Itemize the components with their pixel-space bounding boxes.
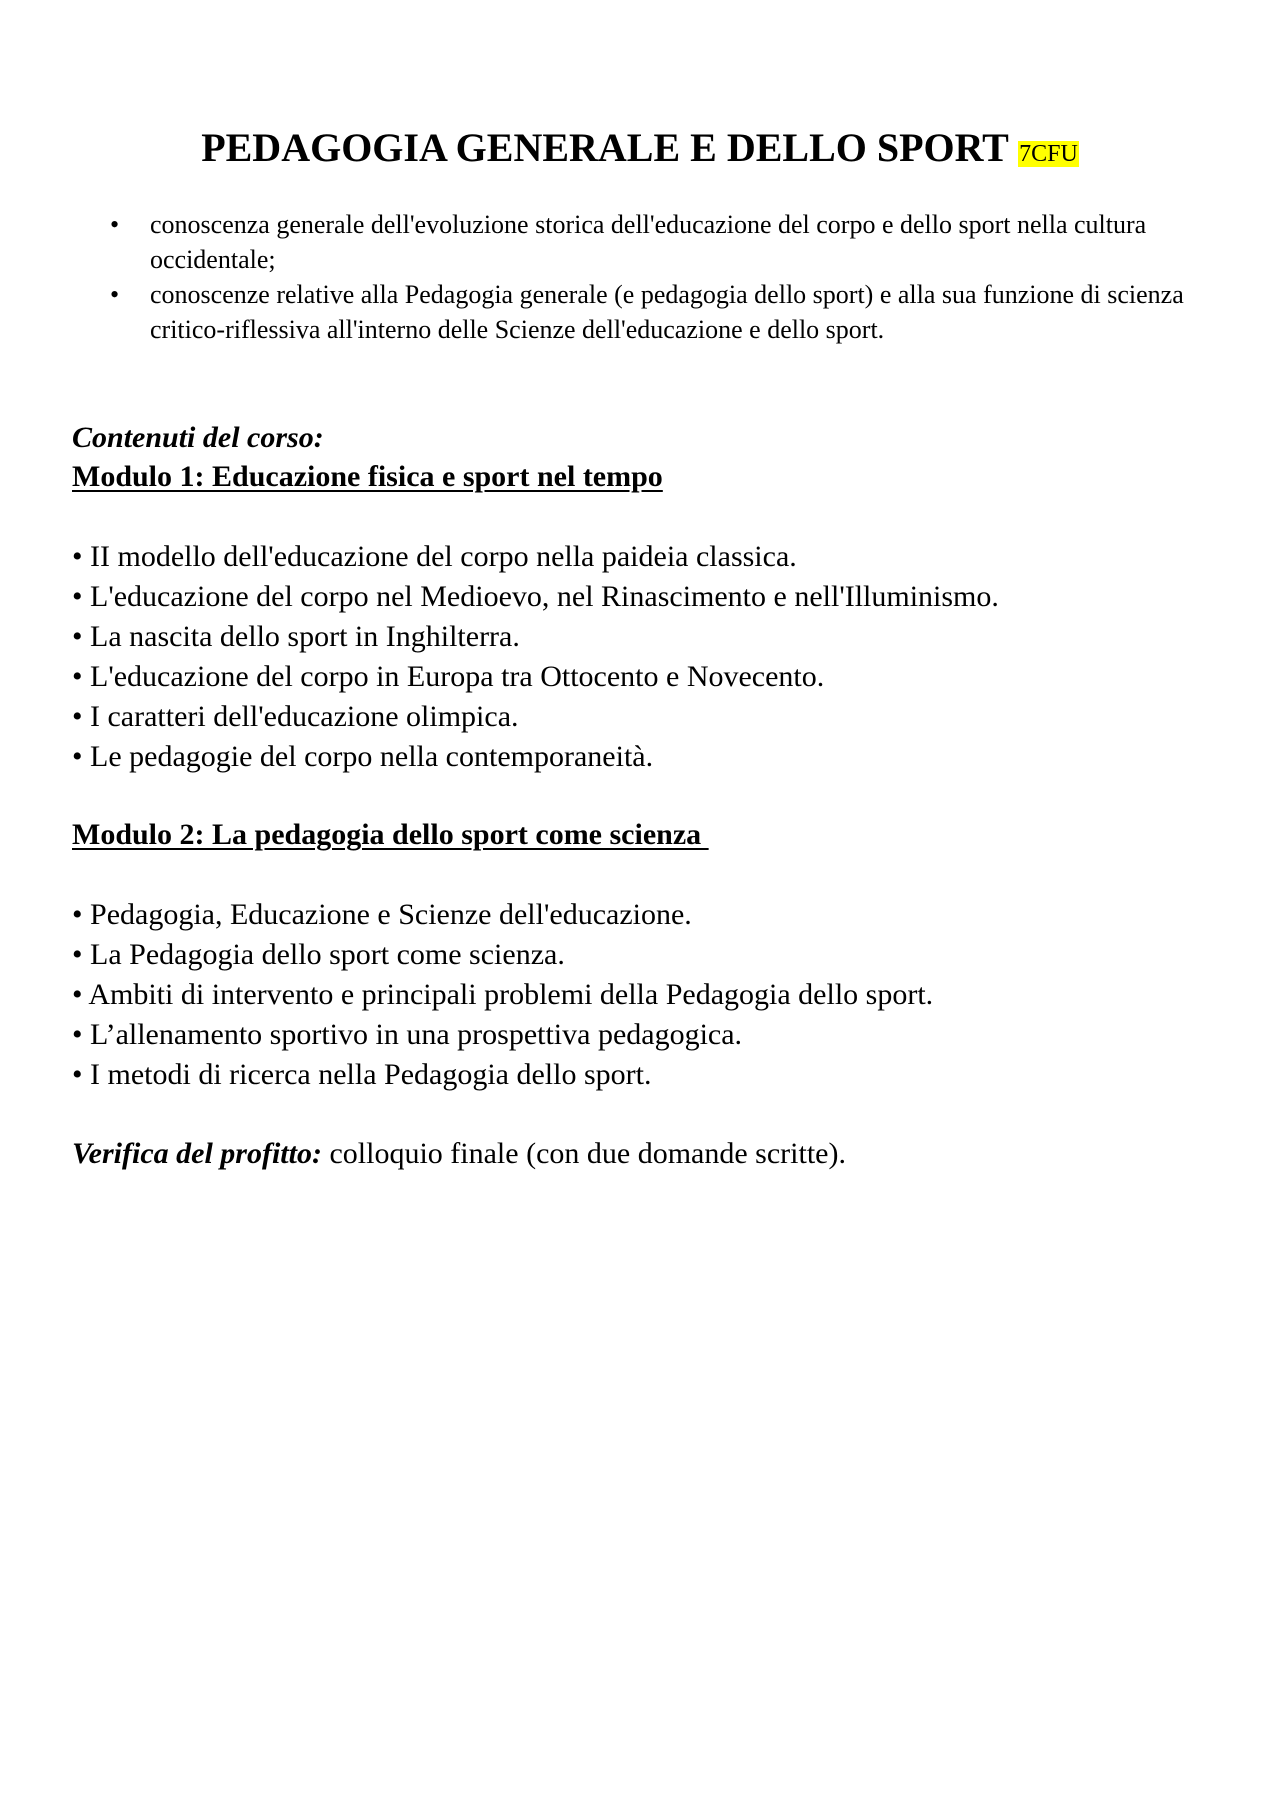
list-item: • La nascita dello sport in Inghilterra. bbox=[72, 620, 520, 653]
module1-list bbox=[72, 537, 1252, 777]
list-item: • L'educazione del corpo nel Medioevo, nel Rinascimento e nell'Illuminismo. bbox=[72, 580, 999, 613]
list-item: • I metodi di ricerca nella Pedagogia dello sport. bbox=[72, 1058, 652, 1091]
list-item: • L’allenamento sportivo in una prospettiva pedagogica. bbox=[72, 1018, 743, 1051]
contents-label: Contenuti del corso: bbox=[72, 421, 324, 454]
assessment-line bbox=[72, 1134, 1252, 1174]
list-item: • Ambiti di intervento e principali problemi della Pedagogia dello sport. bbox=[72, 978, 934, 1011]
module1-heading: Modulo 1: Educazione fisica e sport nel tempo bbox=[72, 460, 663, 493]
assessment-text: colloquio finale (con due domande scritte). bbox=[321, 1137, 846, 1170]
bullet-icon: • bbox=[110, 280, 120, 309]
objective-item bbox=[110, 207, 1230, 277]
objective-item bbox=[110, 277, 1230, 347]
assessment-label: Verifica del profitto: bbox=[72, 1137, 322, 1170]
document-title bbox=[0, 120, 1280, 182]
list-item: • Pedagogia, Educazione e Scienze dell'educazione. bbox=[72, 898, 692, 931]
objective-text: conoscenze relative alla Pedagogia generale (e pedagogia dello sport) e alla sua funzione di scienza critico-riflessiva all'interno delle Scienze dell'educazione e dello sport. bbox=[150, 280, 1184, 344]
module2-list bbox=[72, 895, 1252, 1095]
list-item: • La Pedagogia dello sport come scienza. bbox=[72, 938, 565, 971]
cfu-badge: 7CFU bbox=[1019, 141, 1078, 167]
course-title: PEDAGOGIA GENERALE E DELLO SPORT bbox=[201, 125, 1009, 170]
module2-heading: Modulo 2: La pedagogia dello sport come scienza bbox=[72, 818, 709, 851]
list-item: • L'educazione del corpo in Europa tra Ottocento e Novecento. bbox=[72, 660, 825, 693]
bullet-icon: • bbox=[110, 210, 120, 239]
objective-text: conoscenza generale dell'evoluzione storica dell'educazione del corpo e dello sport nella cultura occidentale; bbox=[150, 210, 1147, 274]
list-item: • I caratteri dell'educazione olimpica. bbox=[72, 700, 519, 733]
objectives-list bbox=[110, 207, 1230, 347]
list-item: • II modello dell'educazione del corpo nella paideia classica. bbox=[72, 540, 797, 573]
list-item: • Le pedagogie del corpo nella contemporaneità. bbox=[72, 740, 654, 773]
